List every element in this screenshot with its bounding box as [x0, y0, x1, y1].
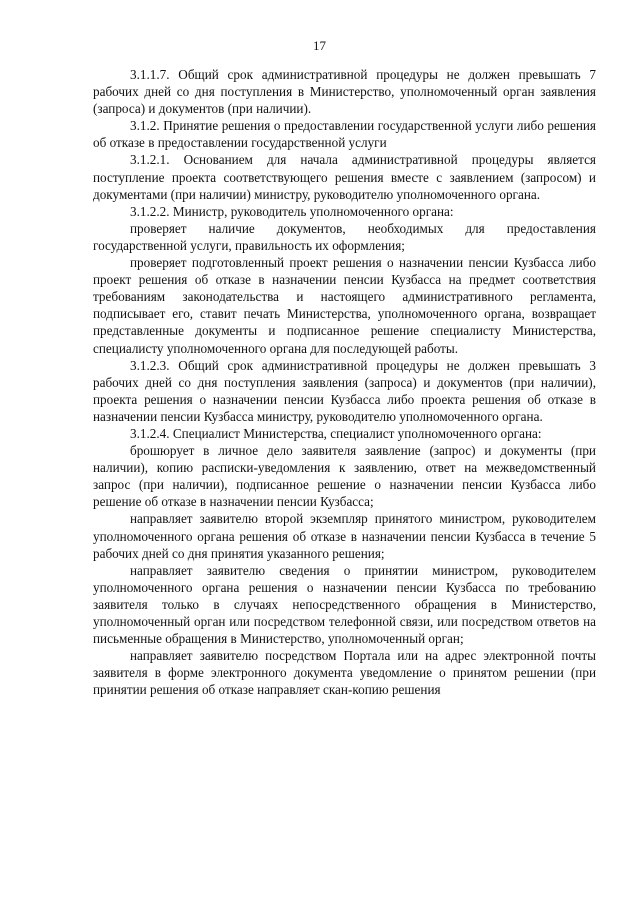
paragraph-3-1-2-2: 3.1.2.2. Министр, руководитель уполномоченного органа:: [130, 203, 454, 219]
document-body: [93, 66, 596, 698]
list-item-check-documents: проверяет наличие документов, необходимых для предоставления государственной услуги, правильность их оформления;: [93, 220, 596, 253]
section-heading-3-1-2: 3.1.2. Принятие решения о предоставлении государственной услуги либо решения об отказе в предоставлении государственной услуги: [93, 118, 596, 151]
paragraph-3-1-2-1: 3.1.2.1. Основанием для начала административной процедуры является поступление проекта соответствующего решения вместе с заявлением (запросом) и документами (при наличии) министру, руководителю уполномоченного органа.: [93, 152, 596, 202]
list-item-check-draft-decision: проверяет подготовленный проект решения о назначении пенсии Кузбасса либо проект решения об отказе в назначении пенсии Кузбасса на предмет соответствия требованиям законодательства и настоящего административного регламента, подписывает его, ставит печать Министерства, уполномоченного органа, возвращает представленные документы и подписанное решение специалисту Министерства, специалисту уполномоченного органа для последующей работы.: [93, 255, 596, 356]
paragraph-3-1-2-4: 3.1.2.4. Специалист Министерства, специалист уполномоченного органа:: [130, 425, 542, 441]
paragraph-3-1-1-7: 3.1.1.7. Общий срок административной процедуры не должен превышать 7 рабочих дней со дня поступления в Министерство, уполномоченный орган заявления (запроса) и документов (при наличии).: [93, 67, 596, 117]
list-item-send-decision-info: направляет заявителю сведения о принятии министром, руководителем уполномоченного органа решения о назначении пенсии Кузбасса по требованию заявителя только в случаях непосредственного обращения в Министерство, уполномоченный орган или посредством телефонной связи, или посредством ответов на письменные обращения в Министерство, уполномоченный орган;: [93, 562, 596, 647]
list-item-send-portal-notice: направляет заявителю посредством Портала или на адрес электронной почты заявителя в форме электронного документа уведомление о принятом решении (при принятии решения об отказе направляет скан-копию решения: [93, 648, 596, 698]
list-item-bind-personal-file: брошюрует в личное дело заявителя заявление (запрос) и документы (при наличии), копию расписки-уведомления к заявлению, ответ на межведомственный запрос (при наличии), подписанное решение о назначении пенсии Кузбасса либо решение об отказе в назначении пенсии Кузбасса;: [93, 443, 596, 510]
list-item-send-refusal-copy: направляет заявителю второй экземпляр принятого министром, руководителем уполномоченного органа решения об отказе в назначении пенсии Кузбасса в течение 5 рабочих дней со дня принятия указанного решения;: [93, 511, 596, 561]
page-number: 17: [313, 38, 326, 53]
paragraph-3-1-2-3: 3.1.2.3. Общий срок административной процедуры не должен превышать 3 рабочих дней со дня поступления заявления (запроса) и документов (при наличии), проекта решения о назначении пенсии Кузбасса либо проекта решения об отказе в назначении пенсии Кузбасса министру, руководителю уполномоченного органа.: [93, 357, 596, 424]
